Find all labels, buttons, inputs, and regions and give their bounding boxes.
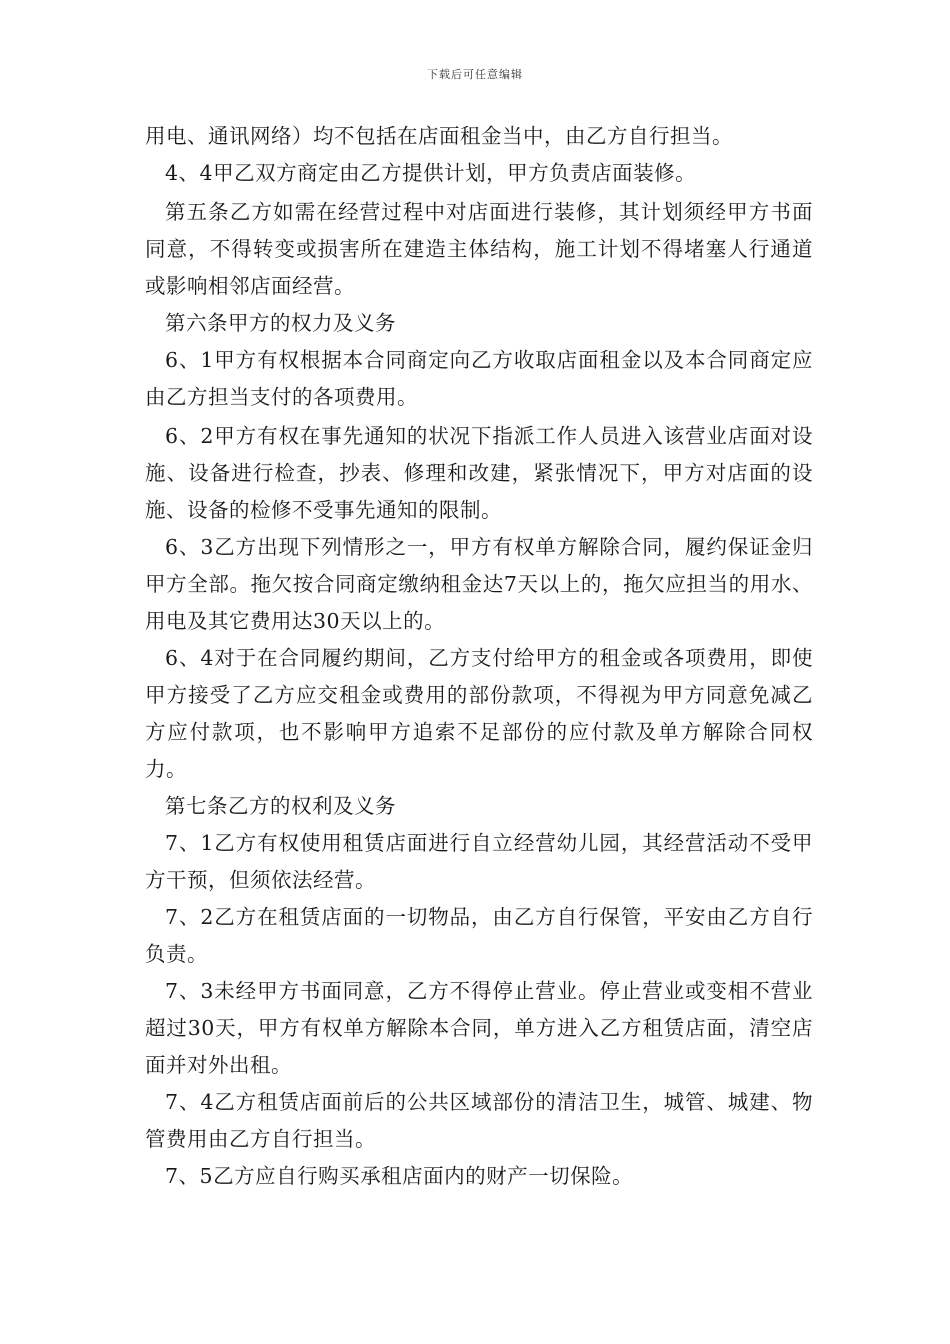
article-7-heading: 第七条乙方的权利及义务	[165, 794, 396, 818]
clause-7-3: 7、3未经甲方书面同意，乙方不得停止营业。停止营业或变相不营业超过30天，甲方有权单方解除本合同，单方进入乙方租赁店面，清空店面并对外出租。	[145, 979, 813, 1077]
page-header: 下载后可任意编辑	[427, 68, 523, 81]
clause-7-4: 7、4乙方租赁店面前后的公共区域部份的清洁卫生，城管、城建、物管费用由乙方自行担当。	[145, 1090, 813, 1151]
clause-6-4: 6、4对于在合同履约期间，乙方支付给甲方的租金或各项费用，即使甲方接受了乙方应交租金或费用的部份款项，不得视为甲方同意免减乙方应付款项，也不影响甲方追索不足部份的应付款及单方解除合同权力。	[145, 646, 813, 781]
clause-6-1: 6、1甲方有权根据本合同商定向乙方收取店面租金以及本合同商定应由乙方担当支付的各项费用。	[145, 348, 813, 409]
document-body	[145, 118, 813, 1195]
clause-7-1: 7、1乙方有权使用租赁店面进行自立经营幼儿园，其经营活动不受甲方干预，但须依法经营。	[145, 831, 813, 892]
article-6-heading: 第六条甲方的权力及义务	[165, 311, 396, 335]
clause-6-3: 6、3乙方出现下列情形之一，甲方有权单方解除合同，履约保证金归甲方全部。拖欠按合同商定缴纳租金达7天以上的，拖欠应担当的用水、用电及其它费用达30天以上的。	[145, 535, 813, 633]
clause-7-5: 7、5乙方应自行购买承租店面内的财产一切保险。	[165, 1164, 634, 1188]
clause-4-4: 4、4甲乙双方商定由乙方提供计划，甲方负责店面装修。	[165, 161, 697, 185]
paragraph-continuation: 用电、通讯网络）均不包括在店面租金当中，由乙方自行担当。	[145, 124, 733, 148]
article-5: 第五条乙方如需在经营过程中对店面进行装修，其计划须经甲方书面同意，不得转变或损害所在建造主体结构，施工计划不得堵塞人行通道或影响相邻店面经营。	[145, 200, 813, 298]
clause-7-2: 7、2乙方在租赁店面的一切物品，由乙方自行保管，平安由乙方自行负责。	[145, 905, 813, 966]
clause-6-2: 6、2甲方有权在事先通知的状况下指派工作人员进入该营业店面对设施、设备进行检查，抄表、修理和改建，紧张情况下，甲方对店面的设施、设备的检修不受事先通知的限制。	[145, 424, 813, 522]
